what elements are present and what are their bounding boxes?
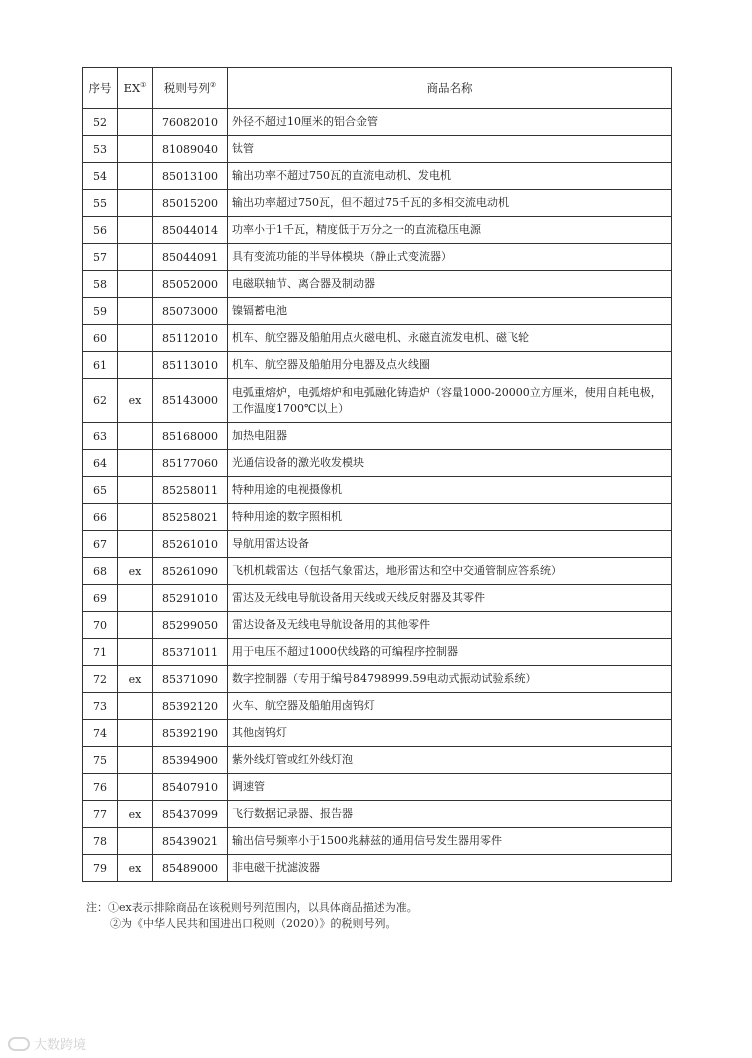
header-name: 商品名称 [228, 68, 672, 109]
table-row [83, 352, 672, 379]
cell-seq: 69 [83, 585, 118, 612]
cell-name: 调速管 [228, 774, 672, 801]
cell-name: 电弧重熔炉，电弧熔炉和电弧融化铸造炉（容量1000-20000立方厘米，使用自耗电极，工作温度1700℃以上） [228, 379, 672, 423]
cell-code: 85044014 [153, 217, 228, 244]
cell-name: 飞机机载雷达（包括气象雷达，地形雷达和空中交通管制应答系统） [228, 558, 672, 585]
table-row [83, 298, 672, 325]
cell-seq: 76 [83, 774, 118, 801]
cell-code: 85439021 [153, 828, 228, 855]
table-row [83, 271, 672, 298]
cell-name: 输出功率不超过750瓦的直流电动机、发电机 [228, 163, 672, 190]
cell-seq: 68 [83, 558, 118, 585]
cell-code: 85177060 [153, 450, 228, 477]
cell-name: 其他卤钨灯 [228, 720, 672, 747]
table-row [83, 217, 672, 244]
cell-name: 火车、航空器及船舶用卤钨灯 [228, 693, 672, 720]
cell-seq: 61 [83, 352, 118, 379]
cell-code: 85489000 [153, 855, 228, 882]
tariff-table [82, 67, 672, 882]
cell-ex [118, 109, 153, 136]
table-row [83, 325, 672, 352]
cell-seq: 78 [83, 828, 118, 855]
table-row [83, 109, 672, 136]
cell-code: 85291010 [153, 585, 228, 612]
cell-seq: 63 [83, 423, 118, 450]
cell-ex [118, 531, 153, 558]
cell-code: 85299050 [153, 612, 228, 639]
cell-ex [118, 774, 153, 801]
table-row [83, 666, 672, 693]
header-seq: 序号 [83, 68, 118, 109]
table-header-row [83, 68, 672, 109]
cell-seq: 60 [83, 325, 118, 352]
cell-seq: 62 [83, 379, 118, 423]
footnote-mark-1: ① [140, 81, 147, 90]
cell-seq: 65 [83, 477, 118, 504]
cell-ex [118, 190, 153, 217]
cell-code: 85258021 [153, 504, 228, 531]
cell-name: 雷达及无线电导航设备用天线或天线反射器及其零件 [228, 585, 672, 612]
cell-code: 85013100 [153, 163, 228, 190]
table-row [83, 379, 672, 423]
cell-code: 85143000 [153, 379, 228, 423]
cell-code: 85044091 [153, 244, 228, 271]
cell-name: 输出功率超过750瓦，但不超过75千瓦的多相交流电动机 [228, 190, 672, 217]
cell-ex: ex [118, 379, 153, 423]
cell-ex [118, 298, 153, 325]
cell-ex [118, 325, 153, 352]
cell-code: 81089040 [153, 136, 228, 163]
cell-code: 85015200 [153, 190, 228, 217]
cell-seq: 59 [83, 298, 118, 325]
cell-ex [118, 612, 153, 639]
cell-ex [118, 450, 153, 477]
cell-code: 85392190 [153, 720, 228, 747]
cell-ex [118, 828, 153, 855]
cell-seq: 66 [83, 504, 118, 531]
cell-name: 非电磁干扰滤波器 [228, 855, 672, 882]
table-row [83, 747, 672, 774]
cell-seq: 79 [83, 855, 118, 882]
footnote-2: ②为《中华人民共和国进出口税则（2020）》的税则号列。 [110, 917, 397, 930]
cell-seq: 54 [83, 163, 118, 190]
cell-seq: 67 [83, 531, 118, 558]
cell-code: 85073000 [153, 298, 228, 325]
cell-ex [118, 747, 153, 774]
cell-name: 雷达设备及无线电导航设备用的其他零件 [228, 612, 672, 639]
cell-code: 85168000 [153, 423, 228, 450]
cell-seq: 72 [83, 666, 118, 693]
cell-ex [118, 585, 153, 612]
cell-seq: 77 [83, 801, 118, 828]
cell-ex [118, 136, 153, 163]
cell-name: 导航用雷达设备 [228, 531, 672, 558]
table-row [83, 693, 672, 720]
table-row [83, 136, 672, 163]
cell-name: 电磁联轴节、离合器及制动器 [228, 271, 672, 298]
table-row [83, 477, 672, 504]
cell-ex: ex [118, 801, 153, 828]
cell-code: 85258011 [153, 477, 228, 504]
table-row [83, 504, 672, 531]
cell-name: 特种用途的电视摄像机 [228, 477, 672, 504]
cell-name: 机车、航空器及船舶用点火磁电机、永磁直流发电机、磁飞轮 [228, 325, 672, 352]
cell-code: 85394900 [153, 747, 228, 774]
cell-ex [118, 244, 153, 271]
cell-seq: 71 [83, 639, 118, 666]
cell-ex [118, 504, 153, 531]
table-row [83, 531, 672, 558]
footnotes [86, 900, 418, 932]
cell-name: 外径不超过10厘米的铝合金管 [228, 109, 672, 136]
cell-code: 85371011 [153, 639, 228, 666]
cell-ex: ex [118, 855, 153, 882]
cell-ex: ex [118, 558, 153, 585]
cell-seq: 74 [83, 720, 118, 747]
cell-code: 85261090 [153, 558, 228, 585]
cell-seq: 58 [83, 271, 118, 298]
cell-code: 76082010 [153, 109, 228, 136]
table-row [83, 828, 672, 855]
cell-code: 85407910 [153, 774, 228, 801]
watermark [8, 1034, 86, 1053]
cell-code: 85261010 [153, 531, 228, 558]
table-row [83, 450, 672, 477]
cell-name: 数字控制器（专用于编号84798999.59电动式振动试验系统） [228, 666, 672, 693]
cell-seq: 64 [83, 450, 118, 477]
cell-seq: 75 [83, 747, 118, 774]
cell-code: 85113010 [153, 352, 228, 379]
cell-ex: ex [118, 666, 153, 693]
table-row [83, 423, 672, 450]
cell-name: 光通信设备的激光收发模块 [228, 450, 672, 477]
cell-code: 85371090 [153, 666, 228, 693]
cell-ex [118, 639, 153, 666]
cell-ex [118, 271, 153, 298]
cell-seq: 56 [83, 217, 118, 244]
cell-name: 镍镉蓄电池 [228, 298, 672, 325]
cell-name: 具有变流功能的半导体模块（静止式变流器） [228, 244, 672, 271]
table-row [83, 585, 672, 612]
cell-name: 钛管 [228, 136, 672, 163]
table-row [83, 855, 672, 882]
table-row [83, 190, 672, 217]
table-row [83, 558, 672, 585]
table-row [83, 801, 672, 828]
cell-ex [118, 352, 153, 379]
cell-ex [118, 693, 153, 720]
watermark-text: 大数跨境 [34, 1038, 87, 1053]
cell-seq: 53 [83, 136, 118, 163]
cell-code: 85437099 [153, 801, 228, 828]
footnote-1: 注：①ex表示排除商品在该税则号列范围内，以具体商品描述为准。 [86, 901, 418, 914]
cell-ex [118, 720, 153, 747]
header-code: 税则号列② [153, 68, 228, 109]
cell-code: 85052000 [153, 271, 228, 298]
cell-seq: 57 [83, 244, 118, 271]
table-row [83, 774, 672, 801]
cell-name: 飞行数据记录器、报告器 [228, 801, 672, 828]
table-row [83, 244, 672, 271]
cell-ex [118, 217, 153, 244]
watermark-logo-icon [8, 1037, 30, 1051]
table-row [83, 639, 672, 666]
cell-name: 机车、航空器及船舶用分电器及点火线圈 [228, 352, 672, 379]
cell-ex [118, 163, 153, 190]
cell-code: 85112010 [153, 325, 228, 352]
header-ex: EX① [118, 68, 153, 109]
cell-name: 输出信号频率小于1500兆赫兹的通用信号发生器用零件 [228, 828, 672, 855]
cell-seq: 55 [83, 190, 118, 217]
table-row [83, 720, 672, 747]
cell-name: 特种用途的数字照相机 [228, 504, 672, 531]
cell-ex [118, 477, 153, 504]
cell-seq: 70 [83, 612, 118, 639]
table-row [83, 612, 672, 639]
cell-ex [118, 423, 153, 450]
cell-name: 用于电压不超过1000伏线路的可编程序控制器 [228, 639, 672, 666]
footnote-mark-2: ② [209, 81, 217, 90]
cell-name: 功率小于1千瓦，精度低于万分之一的直流稳压电源 [228, 217, 672, 244]
cell-name: 紫外线灯管或红外线灯泡 [228, 747, 672, 774]
cell-code: 85392120 [153, 693, 228, 720]
table-row [83, 163, 672, 190]
cell-seq: 73 [83, 693, 118, 720]
cell-name: 加热电阻器 [228, 423, 672, 450]
cell-seq: 52 [83, 109, 118, 136]
